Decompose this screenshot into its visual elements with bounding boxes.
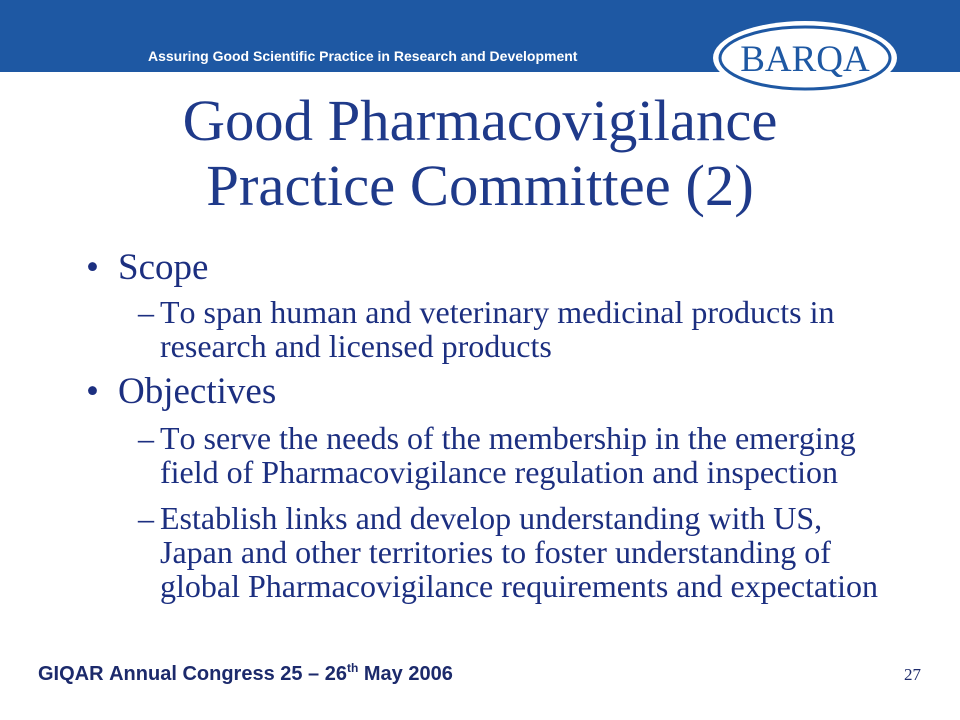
footer-event-date: May 2006 [358,663,453,685]
sub-bullet-objective-2-text: Establish links and develop understanding with US, Japan and other territories to foster understanding of global Pharmacovigilance requirements and expectation [160,500,878,604]
sub-bullet-marker: – [138,420,154,456]
bullet-objectives: Objectives [118,371,277,412]
sub-bullet-marker: – [138,294,154,330]
bullet-scope: Scope [118,247,209,288]
barqa-logo [710,18,900,98]
slide-title: Good Pharmacovigilance Practice Committee (2) [182,88,778,218]
footer-event [38,662,453,686]
logo-text: BARQA [740,39,870,80]
sub-bullet-marker: – [138,500,154,536]
footer-event-superscript: th [346,661,359,675]
bullet-marker: • [86,247,99,288]
header-tagline: Assuring Good Scientific Practice in Research and Development [148,48,578,64]
sub-bullet-scope-text: To span human and veterinary medicinal products in research and licensed products [160,294,835,364]
footer-event-text: GIQAR Annual Congress 25 – 26 [38,663,347,685]
bullet-marker: • [86,371,99,412]
page-number: 27 [904,665,921,684]
sub-bullet-objective-1-text: To serve the needs of the membership in the emerging field of Pharmacovigilance regulation and inspection [160,420,856,490]
